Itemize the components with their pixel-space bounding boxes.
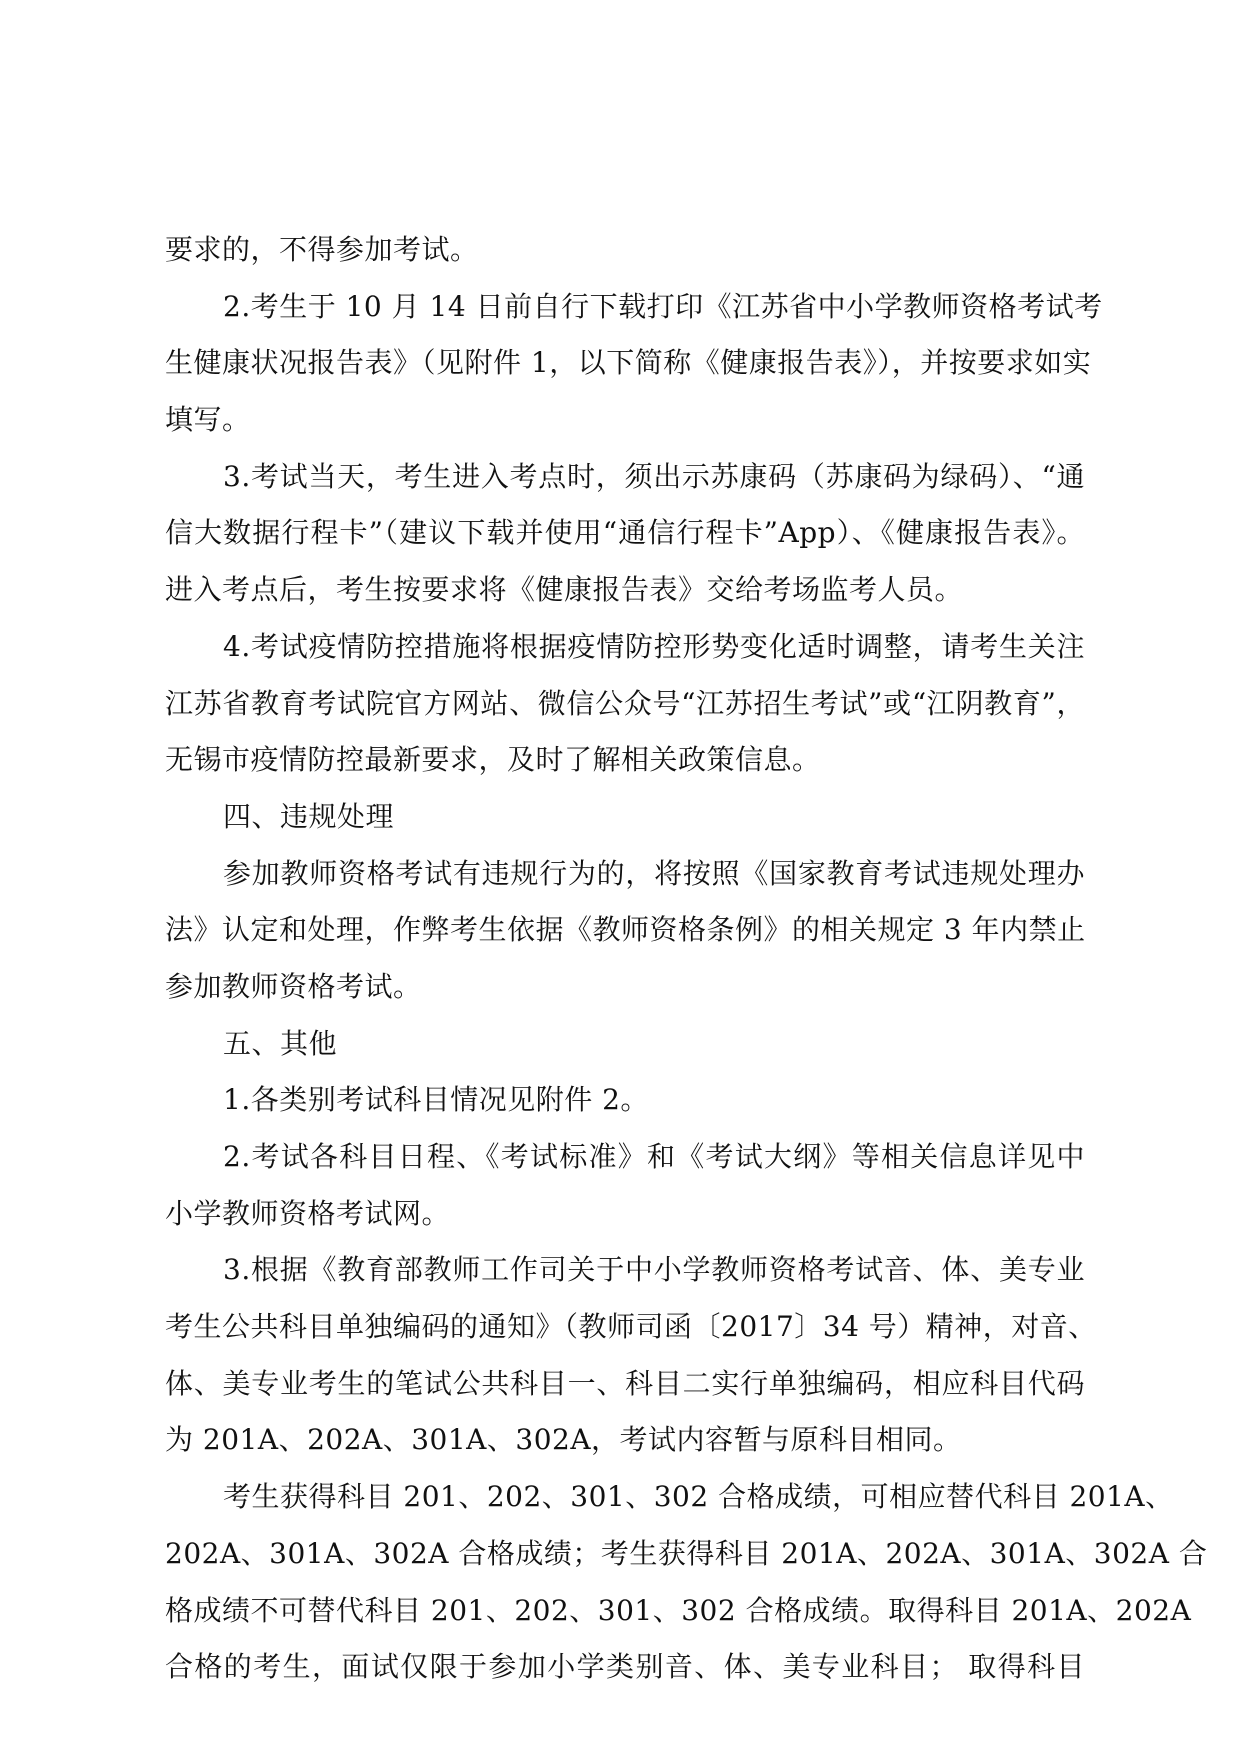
paragraph-line: 要求的，不得参加考试。 bbox=[165, 233, 479, 266]
paragraph-line: 无锡市疫情防控最新要求，及时了解相关政策信息。 bbox=[165, 743, 821, 777]
paragraph-line: 202A、301A、302A 合格成绩；考生获得科目 201A、202A、301A、302A 合 bbox=[165, 1536, 1208, 1570]
section-heading: 五、其他 bbox=[223, 1026, 338, 1060]
paragraph-line: 体、美专业考生的笔试公共科目一、科目二实行单独编码，相应科目代码 bbox=[165, 1366, 1085, 1400]
paragraph-line: 江苏省教育考试院官方网站、微信公众号“江苏招生考试”或“江阴教育”， bbox=[165, 686, 1085, 720]
paragraph-line: 小学教师资格考试网。 bbox=[165, 1196, 451, 1230]
paragraph-line: 填写。 bbox=[165, 403, 251, 437]
paragraph-line: 4.考试疫情防控措施将根据疫情防控形势变化适时调整，请考生关注 bbox=[223, 629, 1085, 663]
paragraph-line: 参加教师资格考试。 bbox=[165, 969, 422, 1003]
paragraph-line: 为 201A、202A、301A、302A，考试内容暂与原科目相同。 bbox=[165, 1423, 962, 1457]
paragraph-line: 3.根据《教育部教师工作司关于中小学教师资格考试音、体、美专业 bbox=[223, 1253, 1085, 1287]
paragraph-line: 合格的考生，面试仅限于参加小学类别音、体、美专业科目； 取得科目 bbox=[165, 1650, 1085, 1684]
paragraph-line: 1.各类别考试科目情况见附件 2。 bbox=[223, 1083, 649, 1117]
paragraph-line: 格成绩不可替代科目 201、202、301、302 合格成绩。取得科目 201A、202A bbox=[165, 1593, 1192, 1627]
paragraph-line: 2.考试各科目日程、《考试标准》和《考试大纲》等相关信息详见中 bbox=[223, 1140, 1085, 1173]
paragraph-line: 生健康状况报告表》（见附件 1，以下简称《健康报告表》），并按要求如实 bbox=[165, 346, 1092, 380]
paragraph-line: 考生获得科目 201、202、301、302 合格成绩，可相应替代科目 201A、 bbox=[223, 1480, 1174, 1514]
section-heading: 四、违规处理 bbox=[223, 799, 395, 833]
paragraph-line: 法》认定和处理，作弊考生依据《教师资格条例》的相关规定 3 年内禁止 bbox=[165, 913, 1086, 947]
paragraph-line: 考生公共科目单独编码的通知》（教师司函〔2017〕34 号）精神，对音、 bbox=[165, 1310, 1097, 1344]
document-page bbox=[165, 222, 1208, 1696]
paragraph-line: 2.考生于 10 月 14 日前自行下载打印《江苏省中小学教师资格考试考 bbox=[223, 289, 1103, 323]
paragraph-line: 3.考试当天，考生进入考点时，须出示苏康码（苏康码为绿码）、“通 bbox=[223, 459, 1085, 493]
paragraph-line: 进入考点后，考生按要求将《健康报告表》交给考场监考人员。 bbox=[165, 573, 964, 607]
paragraph-line: 参加教师资格考试有违规行为的，将按照《国家教育考试违规处理办 bbox=[223, 856, 1085, 890]
paragraph-line: 信大数据行程卡”（建议下载并使用“通信行程卡”App）、《健康报告表》。 bbox=[165, 516, 1085, 550]
